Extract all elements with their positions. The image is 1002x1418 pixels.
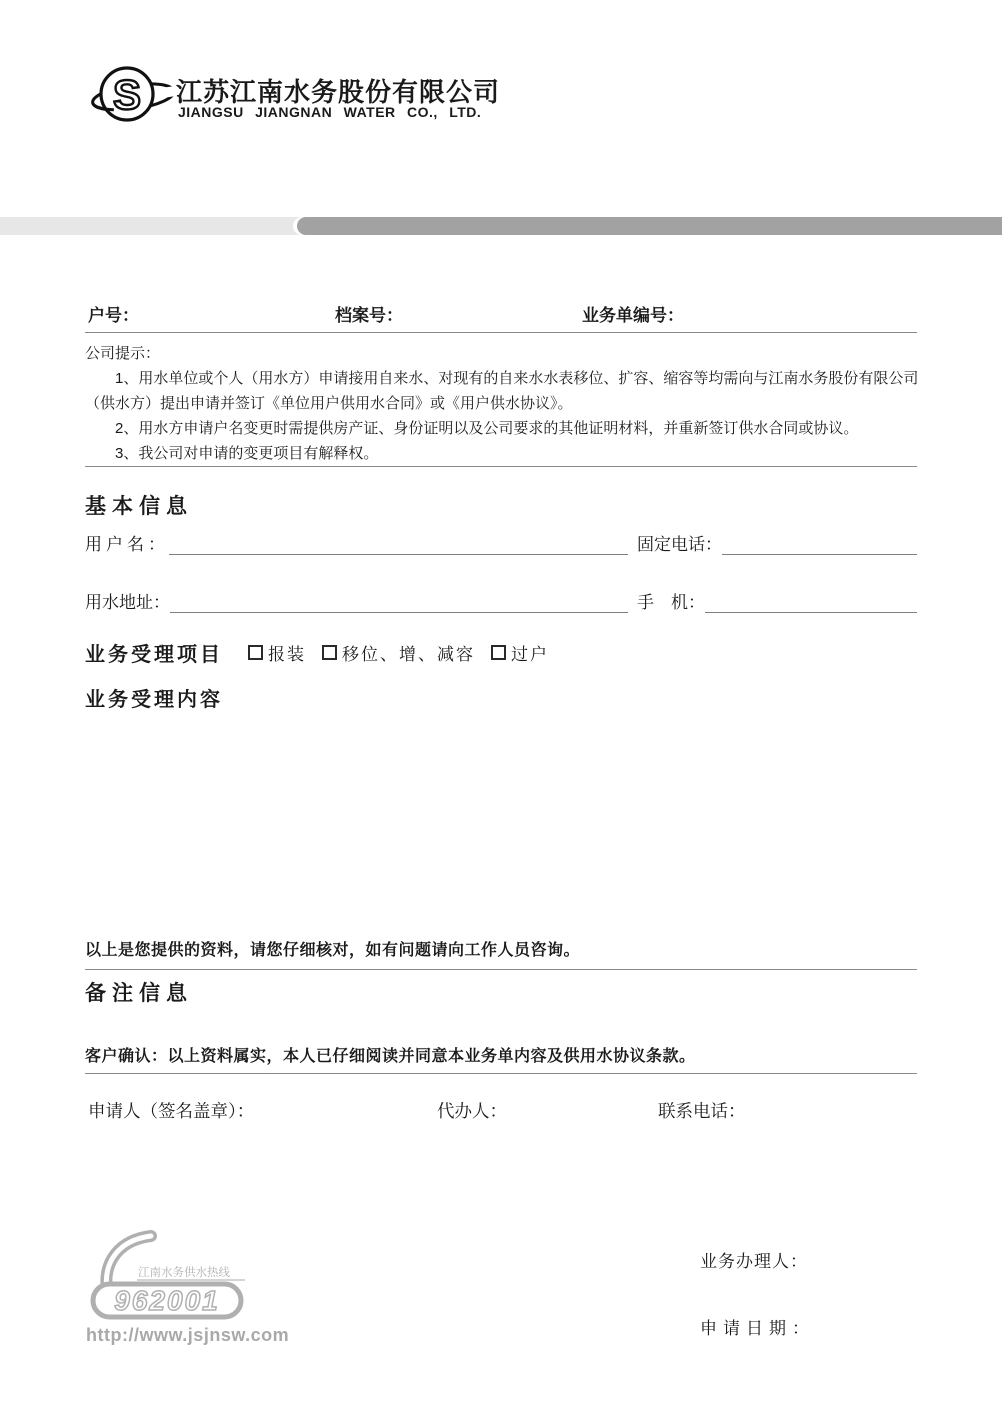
- water-address-label: 用水地址：: [85, 593, 170, 612]
- business-items-row: [85, 638, 565, 667]
- field-row-address-mobile: [85, 588, 917, 613]
- divider-bar-light: [0, 217, 322, 235]
- website-url-text: http://www.jsjnsw.com: [86, 1325, 290, 1345]
- contact-phone-label: 联系电话：: [658, 1101, 746, 1121]
- application-date-label: 申请日期：: [700, 1319, 815, 1338]
- checkbox-icon[interactable]: [491, 645, 506, 660]
- review-note: 以上是您提供的资料，请您仔细核对，如有问题请向工作人员咨询。: [85, 942, 581, 959]
- checkbox-item-guohu[interactable]: [491, 640, 549, 665]
- rule-under-notice: [85, 466, 917, 467]
- checkbox-label: 移位、增、减容: [342, 645, 475, 664]
- hotline-phone-icon: [85, 1228, 260, 1323]
- rule-under-review-note: [85, 969, 917, 970]
- account-number-label: 户号：: [88, 306, 139, 325]
- basic-info-heading: 基本信息: [85, 495, 193, 518]
- business-content-heading: 业务受理内容: [85, 689, 223, 711]
- rule-under-meta: [85, 332, 917, 333]
- fixed-phone-blank[interactable]: [722, 534, 917, 555]
- customer-confirmation-note: 客户确认：以上资料属实，本人已仔细阅读并同意本业务单内容及供用水协议条款。: [85, 1048, 696, 1065]
- checkbox-item-yiwei-zeng-jianrong[interactable]: [322, 640, 475, 665]
- svg-text:S: S: [112, 71, 142, 118]
- company-logo-icon: [90, 64, 176, 126]
- username-blank[interactable]: [169, 534, 628, 555]
- company-name-en: JIANGSU JIANGNAN WATER CO., LTD.: [178, 104, 482, 120]
- business-checkbox-group: [248, 640, 565, 665]
- checkbox-icon[interactable]: [322, 645, 337, 660]
- notice-title: 公司提示：: [85, 345, 161, 362]
- water-address-blank[interactable]: [170, 592, 628, 613]
- checkbox-label: 报装: [268, 645, 306, 664]
- hotline-caption: 江南水务供水热线: [138, 1267, 230, 1279]
- checkbox-label: 过户: [511, 645, 549, 664]
- notice-item-1: 1、用水单位或个人（用水方）申请接用自来水、对现有的自来水水表移位、扩容、缩容等均需向与江南水务股份有限公司（供水方）提出申请并签订《单位用户供用水合同》或《用户供水协议》。: [85, 370, 919, 412]
- hotline-number: 962001: [114, 1285, 220, 1316]
- username-label: 用户名：: [85, 535, 169, 554]
- fixed-phone-label: 固定电话：: [637, 535, 722, 554]
- remarks-heading: 备注信息: [85, 982, 193, 1005]
- company-notice: [85, 341, 921, 466]
- archive-number-label: 档案号：: [335, 306, 403, 325]
- order-number-label: 业务单编号：: [582, 306, 684, 325]
- divider-bar-dark: [297, 217, 1002, 235]
- agent-label: 代办人：: [437, 1101, 507, 1121]
- notice-item-3: 3、我公司对申请的变更项目有解释权。: [115, 445, 379, 462]
- business-items-heading: 业务受理项目: [85, 644, 223, 666]
- handler-label: 业务办理人：: [700, 1252, 808, 1271]
- company-name-cn: 江苏江南水务股份有限公司: [176, 77, 501, 107]
- mobile-blank[interactable]: [705, 592, 917, 613]
- notice-item-2: 2、用水方申请户名变更时需提供房产证、身份证明以及公司要求的其他证明材料，并重新签订供水合同或协议。: [115, 420, 859, 437]
- field-row-name-phone: [85, 530, 917, 555]
- checkbox-item-baozhuang[interactable]: [248, 640, 306, 665]
- checkbox-icon[interactable]: [248, 645, 263, 660]
- applicant-signature-label: 申请人（签名盖章）：: [88, 1101, 255, 1121]
- rule-under-confirmation: [85, 1073, 917, 1074]
- mobile-label: 手 机：: [637, 593, 705, 612]
